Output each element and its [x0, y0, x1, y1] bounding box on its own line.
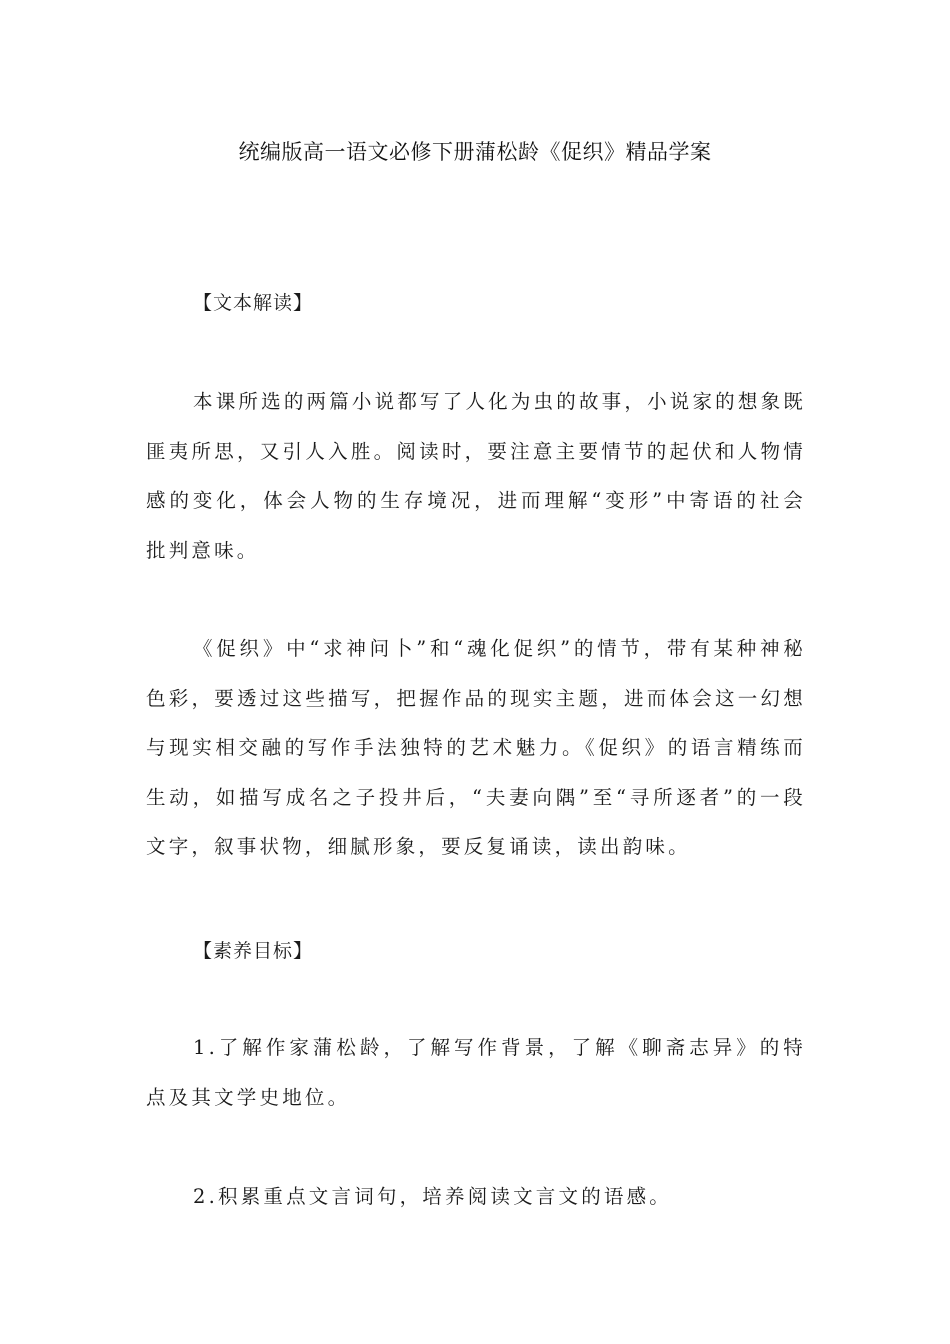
paragraph-intro: 本课所选的两篇小说都写了人化为虫的故事，小说家的想象既匪夷所思，又引人入胜。阅读时，要注意主要情节的起伏和人物情感的变化，体会人物的生存境况，进而理解“变形”中寄语的社会批判意味。: [146, 390, 806, 562]
document-title: 统编版高一语文必修下册蒲松龄《促织》精品学案: [238, 140, 712, 164]
section-heading-text-interpretation: 【文本解读】: [193, 292, 314, 314]
goal-item-2: 2.积累重点文言词句，培养阅读文言文的语感。: [193, 1185, 673, 1208]
paragraph-cuzhi-analysis: 《促织》中“求神问卜”和“魂化促织”的情节，带有某种神秘色彩，要透过这些描写，把握作品的现实主题，进而体会这一幻想与现实相交融的写作手法独特的艺术魅力。《促织》的语言精练而生动，如描写成名之子投井后，“夫妻向隅”至“寻所逐者”的一段文字，叙事状物，细腻形象，要反复诵读，读出韵味。: [146, 637, 806, 858]
goal-item-1: 1.了解作家蒲松龄，了解写作背景，了解《聊斋志异》的特点及其文学史地位。: [146, 1036, 806, 1109]
section-heading-literacy-goals: 【素养目标】: [193, 940, 314, 962]
